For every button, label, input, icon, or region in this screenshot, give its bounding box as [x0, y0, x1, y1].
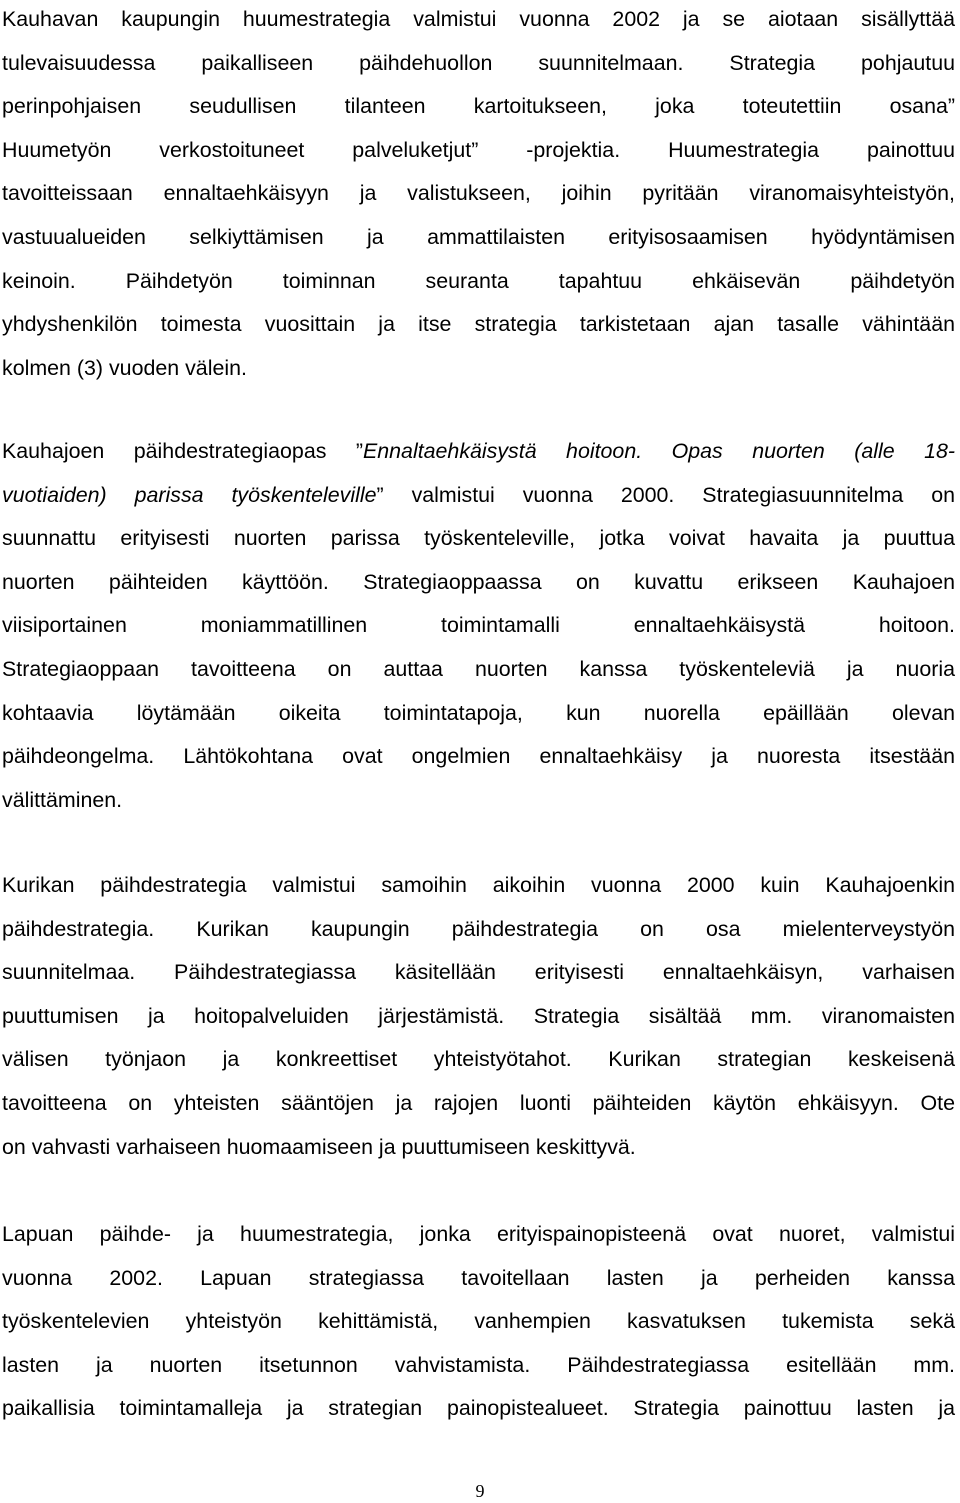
text-line: tulevaisuudessa paikalliseen päihdehuollon suunnitelmaan. Strategia pohjautuu [2, 50, 955, 75]
text-line [2, 474, 955, 518]
text-line: yhdyshenkilön toimesta vuosittain ja itse strategia tarkistetaan ajan tasalle vähintään [2, 312, 955, 337]
text-line: lasten ja nuorten itsetunnon vahvistamista. Päihdestrategiassa esitellään mm. [2, 1352, 955, 1377]
paragraph-kauhajoki [2, 430, 955, 822]
text-line: on vahvasti varhaiseen huomaamiseen ja puuttumiseen keskittyvä. [2, 1134, 636, 1159]
text-line: työskentelevien yhteistyön kehittämistä, vanhempien kasvatuksen tukemista sekä [2, 1309, 955, 1334]
page-number: 9 [475, 1481, 485, 1501]
text-line: Kurikan päihdestrategia valmistui samoihin aikoihin vuonna 2000 kuin Kauhajoenkin [2, 873, 955, 897]
text-line: tavoitteena on yhteisten sääntöjen ja rajojen luonti päihteiden käytön ehkäisyyn. Ote [2, 1090, 955, 1115]
paragraph-kauhava [2, 0, 955, 390]
text-line: paikallisia toimintamalleja ja strategian painopistealueet. Strategia painottuu lasten ja [2, 1396, 955, 1421]
text-line: Strategiaoppaan tavoitteena on auttaa nuorten kanssa työskenteleviä ja nuoria [2, 656, 955, 681]
text-line: suunnitelmaa. Päihdestrategiassa käsitellään erityisesti ennaltaehkäisyn, varhaisen [2, 960, 955, 985]
text-line: päihdestrategia. Kurikan kaupungin päihdestrategia on osa mielenterveystyön [2, 916, 955, 941]
paragraph-lapua [2, 1213, 955, 1431]
text-line: päihdeongelma. Lähtökohtana ovat ongelmien ennaltaehkäisy ja nuoresta itsestään [2, 744, 955, 769]
text-line: vuonna 2002. Lapuan strategiassa tavoitellaan lasten ja perheiden kanssa [2, 1265, 955, 1290]
text-run: Kauhajoen päihdestrategiaopas ” [2, 439, 363, 463]
text-line: kohtaavia löytämään oikeita toimintatapoja, kun nuorella epäillään olevan [2, 700, 955, 725]
text-line: välittäminen. [2, 787, 123, 812]
text-line: tavoitteissaan ennaltaehkäisyyn ja valistukseen, joihin pyritään viranomaisyhteistyön, [2, 181, 955, 206]
text-line: kolmen (3) vuoden välein. [2, 355, 247, 380]
text-line: keinoin. Päihdetyön toiminnan seuranta tapahtuu ehkäisevän päihdetyön [2, 268, 955, 293]
text-line: Lapuan päihde- ja huumestrategia, jonka erityispainopisteenä ovat nuoret, valmistui [2, 1222, 955, 1246]
text-line: nuorten päihteiden käyttöön. Strategiaoppaassa on kuvattu erikseen Kauhajoen [2, 569, 955, 594]
text-run: ” valmistui vuonna 2000. Strategiasuunnitelma on [376, 482, 955, 507]
text-line: suunnattu erityisesti nuorten parissa työskenteleville, jotka voivat havaita ja puuttua [2, 526, 955, 551]
paragraph-kurikka [2, 864, 955, 1169]
text-line: Huumetyön verkostoituneet palveluketjut” -projektia. Huumestrategia painottuu [2, 137, 955, 162]
text-line: viisiportainen moniammatillinen toimintamalli ennaltaehkäisystä hoitoon. [2, 613, 955, 638]
book-title-part: vuotiaiden) parissa työskenteleville [2, 482, 377, 507]
text-line: perinpohjaisen seudullisen tilanteen kartoitukseen, joka toteutettiin osana” [2, 94, 955, 119]
text-line: puuttumisen ja hoitopalveluiden järjestämistä. Strategia sisältää mm. viranomaisten [2, 1003, 955, 1028]
text-line [2, 430, 955, 474]
text-line: välisen työnjaon ja konkreettiset yhteistyötahot. Kurikan strategian keskeisenä [2, 1047, 955, 1072]
book-title-part: Ennaltaehkäisystä hoitoon. Opas nuorten (alle 18- [362, 439, 955, 463]
text-line: Kauhavan kaupungin huumestrategia valmistui vuonna 2002 ja se aiotaan sisällyttää [2, 7, 955, 31]
text-line: vastuualueiden selkiyttämisen ja ammattilaisten erityisosaamisen hyödyntämisen [2, 224, 955, 249]
